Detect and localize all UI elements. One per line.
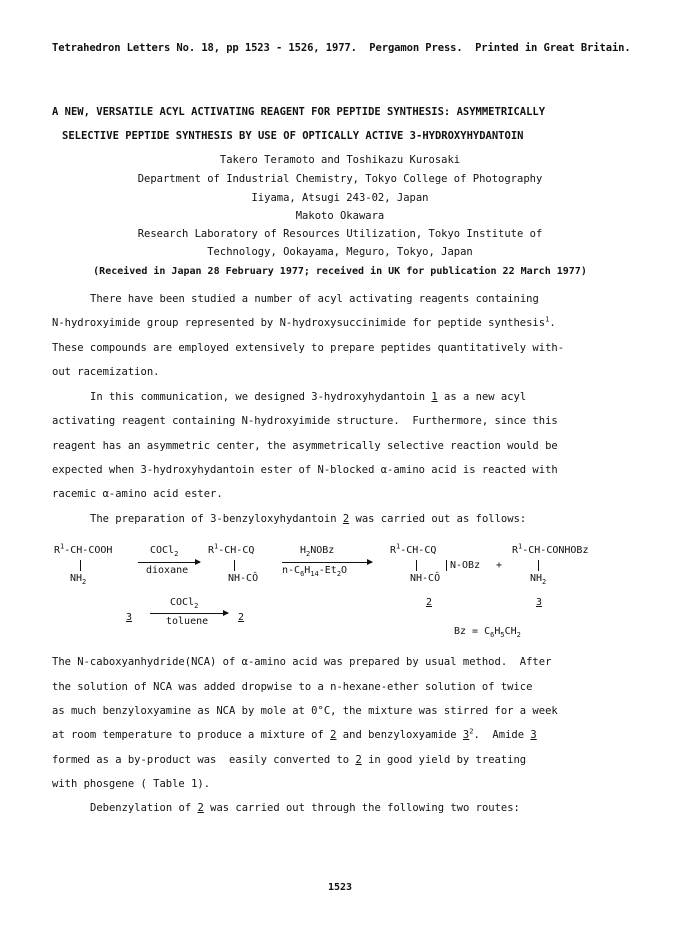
- para4-line3: as much benzyloxyamine as NCA by mole at 0°C, the mixture was stirred for a week: [52, 705, 558, 717]
- author-names: Takero Teramoto and Toshikazu Kurosaki: [219, 154, 461, 166]
- compound-number: 1: [431, 391, 438, 403]
- amino-group: $NH_2$: [70, 573, 87, 586]
- para4-line2: the solution of NCA was added dropwise to a n-hexane-ether solution of twice: [52, 681, 533, 693]
- reaction-arrow: [150, 613, 228, 614]
- hydantoin-formula: $R^1-CH-CQ$: [390, 542, 437, 556]
- bond-line: [80, 560, 81, 571]
- bond-line: [234, 560, 235, 571]
- phosgene-reagent: COCl$_2$: [150, 545, 179, 558]
- reference-1: 1: [545, 315, 550, 324]
- bond-line: [446, 560, 447, 571]
- compound-label-3: 3: [126, 612, 133, 623]
- phosgene-reagent-2: COCl$_2$: [170, 597, 199, 610]
- para2-line4: expected when 3-hydroxyhydantoin ester of N-blocked α-amino acid is reacted with: [52, 464, 558, 476]
- author-address-1: Iiyama, Atsugi 243-02, Japan: [251, 192, 429, 204]
- page-number: 1523: [327, 882, 353, 893]
- nca-formula: $R^1-CH-CQ$: [208, 542, 255, 556]
- para2-line2: activating reagent containing N-hydroxyimide structure. Furthermore, since this: [52, 415, 558, 427]
- journal-header: Tetrahedron Letters No. 18, pp 1523 - 1526, 1977. Pergamon Press. Printed in Great Britain.: [52, 42, 631, 54]
- para4-line6: with phosgene ( Table 1).: [52, 778, 211, 790]
- amide-amino-group: $NH_2$: [530, 573, 547, 586]
- para1-line4: out racemization.: [52, 366, 160, 378]
- para2-line5: racemic α-amino acid ester.: [52, 488, 223, 500]
- amide-formula: $R^1-CH$-CONHOBz: [512, 542, 589, 556]
- title-line-2: SELECTIVE PEPTIDE SYNTHESIS BY USE OF OPTICALLY ACTIVE 3-HYDROXYHYDANTOIN: [62, 130, 524, 142]
- benzyloxyamine-reagent: $H_2NOBz$: [300, 545, 335, 558]
- para4-line5: formed as a by-product was easily converted to 2 in good yield by treating: [52, 754, 527, 766]
- bond-line: [416, 560, 417, 571]
- para3-line1: The preparation of 3-benzyloxyhydantoin 2 was carried out as follows:: [90, 513, 527, 525]
- para2-line3: reagent has an asymmetric center, the asymmetrically selective reaction would be: [52, 440, 558, 452]
- para1-line1: There have been studied a number of acyl activating reagents containing: [90, 293, 539, 305]
- hydantoin-ring-bottom: NH-CÔ: [410, 573, 441, 584]
- compound-label-2: 2: [426, 597, 433, 608]
- compound-number: 2: [197, 802, 204, 814]
- received-dates: (Received in Japan 28 February 1977; received in UK for publication 22 March 1977): [93, 266, 587, 277]
- solvent-hexane-ether: $n-C_6H_{14}-Et_2O$: [282, 565, 348, 578]
- para4-line4: at room temperature to produce a mixture of 2 and benzyloxyamide $3^2$. Amide 3: [52, 727, 537, 741]
- compound-label-3: 3: [536, 597, 543, 608]
- para2-line1: In this communication, we designed 3-hydroxyhydantoin 1 as a new acyl: [90, 391, 527, 403]
- para1-line2: N-hydroxyimide group represented by N-hydroxysuccinimide for peptide synthesis$^1$.: [52, 315, 556, 329]
- n-obz-group: N-OBz: [450, 560, 481, 571]
- benzyl-definition: $Bz = C_6H_5CH_2$: [454, 626, 521, 639]
- title-line-1: A NEW, VERSATILE ACYL ACTIVATING REAGENT FOR PEPTIDE SYNTHESIS: ASYMMETRICALLY: [52, 106, 546, 118]
- solvent-toluene: toluene: [166, 616, 209, 627]
- plus-sign: +: [496, 560, 503, 571]
- solvent-dioxane: dioxane: [146, 565, 189, 576]
- reaction-arrow: [282, 562, 372, 563]
- para1-line3: These compounds are employed extensively to prepare peptides quantitatively with-: [52, 342, 565, 354]
- compound-number: 2: [342, 513, 350, 525]
- para5-line1: Debenzylation of 2 was carried out through the following two routes:: [90, 802, 520, 814]
- author-name-2: Makoto Okawara: [295, 210, 385, 222]
- compound-label-2: 2: [238, 612, 245, 623]
- author-affiliation-2: Research Laboratory of Resources Utilization, Tokyo Institute of: [137, 228, 543, 240]
- bond-line: [538, 560, 539, 571]
- para4-line1: The N-caboxyanhydride(NCA) of α-amino acid was prepared by usual method. After: [52, 656, 552, 668]
- nca-ring-bottom: NH-CÔ: [228, 573, 259, 584]
- reaction-arrow: [138, 562, 200, 563]
- amino-acid-formula: $R^1-CH$-COOH: [54, 542, 113, 556]
- author-affiliation-2-cont: Technology, Ookayama, Meguro, Tokyo, Japan: [207, 246, 473, 258]
- author-affiliation-1: Department of Industrial Chemistry, Tokyo College of Photography: [137, 173, 543, 185]
